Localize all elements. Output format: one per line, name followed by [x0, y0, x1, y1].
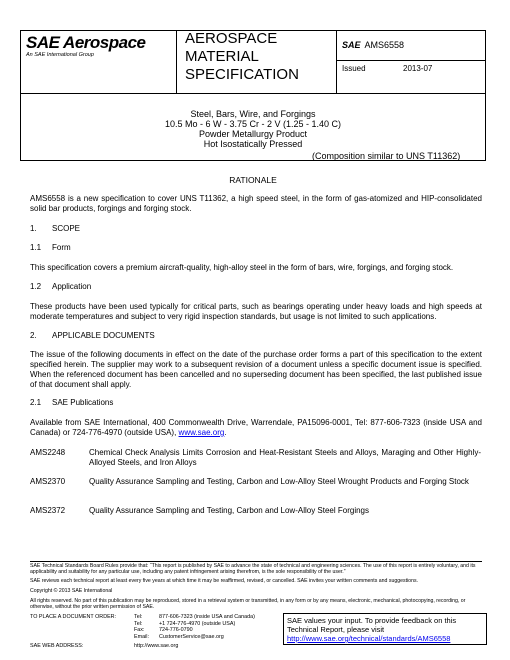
reference-title: Chemical Check Analysis Limits Corrosion and Heat-Resistant Steels and Alloys, Maraging and Other Highly-Alloyed Steels, and Iron Alloys — [89, 448, 481, 467]
section-title: SCOPE — [52, 224, 81, 233]
footer-policy: SAE Technical Standards Board Rules provide that: “This report is published by SAE to advance the state of technical and engineering sciences. The use of this report is entirely voluntary, and its applicability and suitability for any particular use, including any patent infringement arising therefrom, is the sole responsibility of the user.” — [30, 563, 476, 576]
footer-rights: All rights reserved. No part of this publication may be reproduced, stored in a retrieval system or transmitted, in any form or by any means, electronic, mechanical, photocopying, recording, or otherwise, without the prior written permission of SAE. — [30, 598, 466, 611]
section-heading — [30, 282, 92, 291]
sae-website-link[interactable]: www.sae.org — [178, 428, 225, 437]
section-heading — [30, 398, 114, 407]
paragraph — [30, 418, 482, 438]
tel-value: 877-606-7323 (inside USA and Canada) — [159, 614, 255, 620]
reference-title: Quality Assurance Sampling and Testing, Carbon and Low-Alloy Steel Forgings — [89, 506, 370, 515]
feedback-text: SAE values your input. To provide feedback on this Technical Report, please visit — [287, 616, 457, 634]
fax-value: 724-776-0790 — [159, 627, 193, 634]
paragraph: These products have been used typically for critical parts, such as bearings operating under heavy loads and high speeds at moderate temperatures and subject to very rigid inspection standards, but usage is not limited to such applications. — [30, 302, 482, 321]
section-number: 2.1 — [30, 398, 42, 407]
issued-date: 2013-07 — [403, 64, 433, 73]
footer-rule — [30, 561, 482, 562]
section-number: 1. — [30, 224, 37, 233]
section-number: 1.2 — [30, 282, 42, 291]
contact-values — [159, 614, 255, 640]
header-divider — [336, 30, 337, 94]
tel-label: Tel: — [134, 614, 143, 620]
contact-label — [134, 614, 149, 640]
paragraph: The issue of the following documents in effect on the date of the purchase order forms a part of this specification to the extent specified herein. The supplier may work to a subsequent revision of a document unless a specific document issue is specified. When the referenced document has been cancelled and no superseding document has been specified, the last published issue of that document shall apply. — [30, 350, 482, 389]
logo-text: SAE Aerospace — [26, 33, 146, 52]
section-title: SAE Publications — [52, 398, 114, 407]
section-heading — [30, 331, 155, 340]
logo-tagline: An SAE International Group — [26, 52, 94, 58]
footer-copyright: Copyright © 2013 SAE International — [30, 588, 113, 594]
web-label: SAE WEB ADDRESS: — [30, 643, 84, 649]
reference-code: AMS2370 — [30, 477, 66, 486]
feedback-box — [283, 613, 487, 645]
section-title: Form — [52, 243, 71, 252]
sae-mark: SAE — [342, 40, 361, 50]
header-divider — [336, 60, 486, 61]
doc-type-title — [185, 30, 335, 84]
document-number — [342, 40, 404, 50]
web-value: http://www.sae.org — [134, 643, 179, 649]
paragraph: This specification covers a premium aircraft-quality, high-alloy steel in the form of bars, wire, forgings, and forging stock. — [30, 263, 454, 272]
section-heading — [30, 243, 71, 252]
title-line: MATERIAL — [185, 48, 259, 65]
section-heading — [30, 224, 81, 233]
subject-line: Powder Metallurgy Product — [198, 129, 308, 139]
header-divider — [176, 30, 177, 94]
rationale-heading: RATIONALE — [229, 175, 277, 185]
issued-label: Issued — [342, 64, 366, 73]
paragraph-end: . — [224, 428, 227, 437]
fax-label: Fax: — [134, 627, 145, 634]
doc-number-value: AMS6558 — [364, 40, 405, 50]
title-line: AEROSPACE — [185, 30, 278, 47]
sae-aerospace-logo — [26, 33, 176, 63]
issued-field — [342, 64, 472, 73]
composition-note: (Composition similar to UNS T11362) — [312, 151, 461, 161]
email-value: CustomerService@sae.org — [159, 633, 224, 640]
section-title: Application — [52, 282, 92, 291]
paragraph-text: Available from SAE International, 400 Commonwealth Drive, Warrendale, PA15096-0001, Tel: 877-606-7323 (inside USA and Canada) or 724-776-4970 (outside USA), — [30, 418, 482, 437]
reference-title: Quality Assurance Sampling and Testing, Carbon and Low-Alloy Steel Wrought Products and Forging Stock — [89, 477, 469, 486]
subject-line: Hot Isostatically Pressed — [203, 139, 303, 149]
footer-review: SAE reviews each technical report at least every five years at which time it may be reaffirmed, revised, or cancelled. SAE invites your written comments and suggestions. — [30, 578, 418, 584]
tel2-value: +1 724-776-4970 (outside USA) — [159, 620, 236, 627]
title-line: SPECIFICATION — [185, 66, 299, 83]
subject-line: 10.5 Mo - 6 W - 3.75 Cr - 2 V (1.25 - 1.40 C) — [164, 119, 342, 129]
rationale-text: AMS6558 is a new specification to cover UNS T11362, a high speed steel, in the form of gas-atomized and HIP-consolidated solid bar products, forgings and forging stock. — [30, 194, 482, 213]
section-title: APPLICABLE DOCUMENTS — [52, 331, 155, 340]
feedback-link[interactable]: http://www.sae.org/technical/standards/AMS6558 — [287, 634, 451, 643]
order-label: TO PLACE A DOCUMENT ORDER: — [30, 614, 117, 620]
section-number: 1.1 — [30, 243, 42, 252]
tel2-label: Tel: — [134, 620, 143, 627]
subject-line: Steel, Bars, Wire, and Forgings — [190, 109, 316, 119]
email-label: Email: — [134, 633, 149, 640]
reference-code: AMS2248 — [30, 448, 66, 457]
reference-code: AMS2372 — [30, 506, 66, 515]
section-number: 2. — [30, 331, 37, 340]
